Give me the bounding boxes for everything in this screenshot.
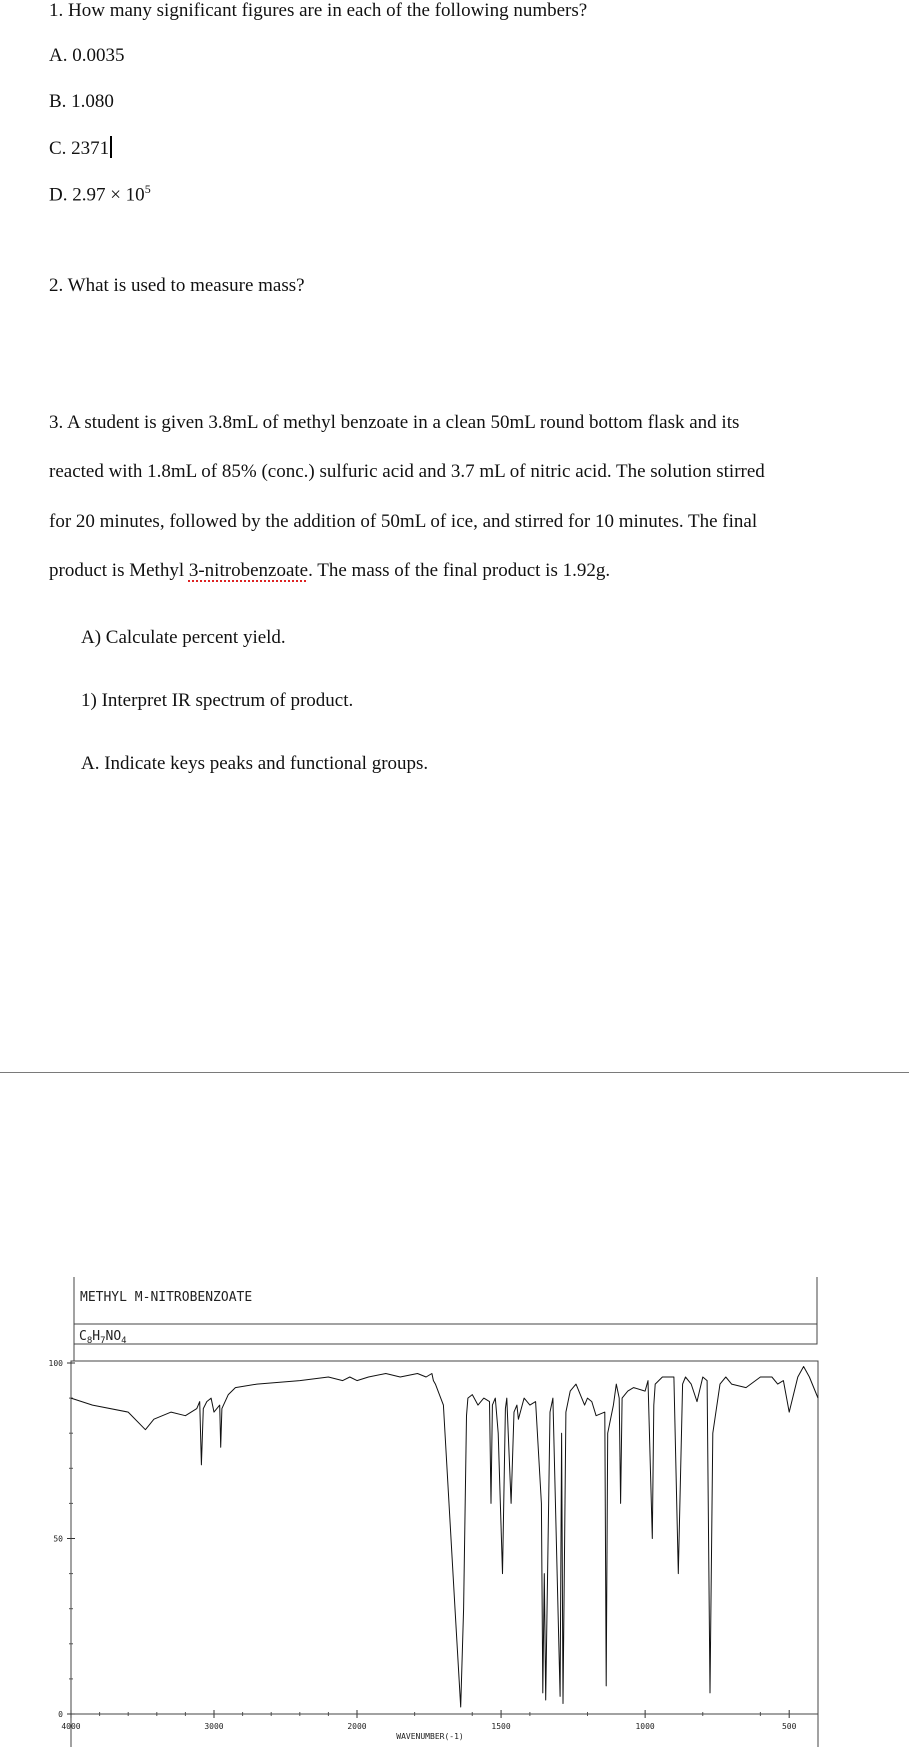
- q3-line-4: [49, 560, 610, 582]
- formula-o-sub: 4: [121, 1336, 127, 1346]
- x-tick-label: 4000: [61, 1722, 81, 1731]
- spectrum-formula: [79, 1329, 127, 1346]
- q1-prompt: 1. How many significant figures are in each of the following numbers?: [49, 0, 588, 21]
- q1-option-d: [49, 182, 151, 206]
- x-tick-label: 2000: [347, 1722, 367, 1731]
- q3-line-2: reacted with 1.8mL of 85% (conc.) sulfuric acid and 3.7 mL of nitric acid. The solution stirred: [49, 461, 765, 482]
- formula-h-sub: 7: [100, 1336, 106, 1346]
- q3-line-3: for 20 minutes, followed by the addition of 50mL of ice, and stirred for 10 minutes. The final: [49, 511, 758, 532]
- spectrum-compound-name: METHYL M-NITROBENZOATE: [80, 1290, 253, 1305]
- x-tick-label: 500: [781, 1722, 797, 1731]
- q1-option-c-text: C. 2371: [49, 138, 110, 159]
- y-tick-label: 100: [48, 1359, 63, 1368]
- page-divider: [0, 1072, 909, 1073]
- q3-line-4-post: . The mass of the final product is 1.92g.: [308, 560, 611, 581]
- ir-spectrum-chart: [0, 1277, 909, 1747]
- q1-option-b: B. 1.080: [49, 91, 114, 112]
- q1-option-d-exponent: 5: [144, 182, 151, 196]
- series-line: [71, 1367, 818, 1708]
- formula-c: C: [79, 1329, 87, 1344]
- q2-prompt: 2. What is used to measure mass?: [49, 275, 305, 296]
- q3-line-4-pre: product is Methyl: [49, 560, 189, 581]
- q1-option-d-base: D. 2.97 × 10: [49, 184, 145, 206]
- formula-rest: NO: [105, 1329, 122, 1344]
- x-axis-label: WAVENUMBER(-1): [396, 1732, 464, 1741]
- formula-h: H: [92, 1329, 101, 1344]
- formula-c-sub: 8: [86, 1336, 93, 1346]
- y-tick-label: 50: [53, 1534, 63, 1544]
- formula-box: [74, 1324, 817, 1344]
- x-tick-label: 3000: [204, 1722, 224, 1731]
- q3-sub-A: A. Indicate keys peaks and functional groups.: [81, 753, 429, 774]
- series-group: [71, 1367, 818, 1708]
- q1-option-c[interactable]: [49, 136, 112, 160]
- q3-sub-1: 1) Interpret IR spectrum of product.: [81, 690, 354, 711]
- spellcheck-word[interactable]: 3-nitrobenzoate: [188, 560, 309, 581]
- q1-option-a: A. 0.0035: [49, 45, 125, 66]
- q3-line-1: 3. A student is given 3.8mL of methyl benzoate in a clean 50mL round bottom flask and its: [49, 412, 740, 433]
- y-tick-label: 0: [58, 1710, 63, 1719]
- x-tick-label: 1500: [491, 1722, 511, 1731]
- q3-sub-a: A) Calculate percent yield.: [81, 627, 286, 648]
- text-cursor: [110, 136, 112, 158]
- x-tick-label: 1000: [635, 1722, 655, 1731]
